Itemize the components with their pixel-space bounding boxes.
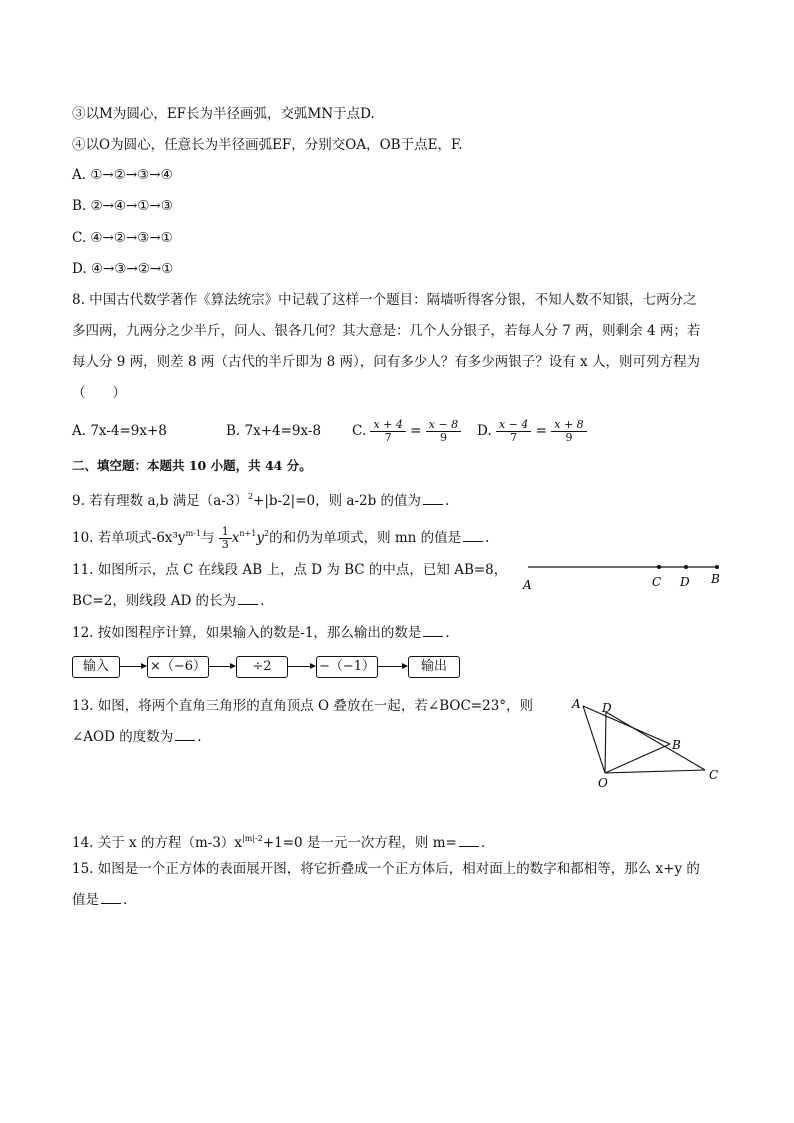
frac-den: 9: [565, 431, 573, 444]
flow-output-box: 输出: [408, 656, 460, 678]
q8-line2: 多四两，九两分之少半斤，问人、银各几何？其大意是：几个人分银子，若每人分 7 两，则剩余 4 两；若: [72, 323, 701, 339]
q8-line3: 每人分 9 两，则差 8 两（古代的半斤即为 8 两），问有多少人？有多少两银子？设有 x 人，则可列方程为: [72, 354, 700, 370]
q9-text-rest: +|b-2|=0，则 a-2b 的值为: [253, 493, 422, 509]
q8-option-c-frac2: [426, 419, 461, 444]
triangles-diagram: [560, 690, 730, 795]
q10-var-x: x: [231, 530, 240, 546]
section-2-heading: 二、填空题：本题共 10 小题，共 44 分。: [72, 458, 312, 473]
frac-num: x + 8: [551, 419, 586, 432]
q10-exponent-3: 2: [263, 529, 270, 538]
q8-option-d: [477, 414, 587, 448]
q8-option-b: B. 7x+4=9x-8: [226, 423, 322, 439]
point-b: [715, 565, 719, 569]
q8-line1: 8. 中国古代数学著作《算法统宗》中记载了这样一个题目：隔墙听得客分银，不知人数不知银，七两分之: [72, 292, 697, 308]
flow-divide-box: ÷2: [236, 656, 288, 678]
q14-text: 14. 关于 x 的方程（m-3）x: [72, 835, 243, 851]
segment-od: [605, 712, 606, 773]
q13-line2: [72, 728, 202, 746]
period: .: [485, 530, 490, 546]
flow-input-box: 输入: [72, 656, 120, 678]
q10-exponent: m-1: [185, 529, 201, 538]
q8-paren: （ ）: [72, 385, 126, 401]
label-o: O: [598, 776, 608, 790]
q8-option-a: A. 7x-4=9x+8: [72, 423, 167, 439]
label-a: A: [523, 578, 532, 592]
answer-blank: [238, 592, 258, 605]
q7-step4: ④以O为圆心，任意长为半径画弧EF，分别交OA，OB于点E，F.: [72, 137, 463, 153]
label-b: B: [672, 738, 681, 752]
label-c: C: [652, 575, 662, 589]
q7-option-b: B. ②→④→①→③: [72, 198, 173, 214]
q7-step3: ③以M为圆心，EF长为半径画弧，交弧MN于点D.: [72, 106, 375, 122]
flow-arrow: [377, 666, 407, 667]
q9-text: 9. 若有理数 a,b 满足（a-3）: [72, 493, 248, 509]
segment-oa: [583, 706, 605, 773]
q15-line1: 15. 如图是一个正方体的表面展开图，将它折叠成一个正方体后，相对面上的数字和都相等，那么 x+y 的: [72, 861, 700, 877]
frac-num: x − 8: [426, 419, 461, 432]
q15-text: 值是: [72, 892, 99, 908]
answer-blank: [459, 834, 479, 847]
equals: =: [410, 423, 422, 439]
q13-line1: 13. 如图，将两个直角三角形的直角顶点 O 叠放在一起，若∠BOC=23°，则: [72, 698, 534, 714]
q10-text-rest: 的和仍为单项式，则 mn 的值是: [269, 530, 462, 546]
q12: [72, 624, 450, 642]
q10-fraction: [219, 526, 232, 551]
answer-blank: [423, 624, 443, 637]
period: .: [197, 729, 202, 745]
period: .: [260, 593, 265, 609]
q11-line2: [72, 592, 264, 610]
segment-diagram: [515, 555, 730, 595]
flow-arrow: [208, 666, 235, 667]
point-d: [684, 565, 688, 569]
answer-blank: [423, 492, 443, 505]
frac-den: 7: [384, 431, 392, 444]
label-d: D: [680, 575, 690, 589]
q11-line1: 11. 如图所示，点 C 在线段 AB 上，点 D 为 BC 的中点，已知 AB=8，: [72, 562, 508, 578]
q7-option-d: D. ④→③→②→①: [72, 261, 174, 277]
period: .: [123, 892, 128, 908]
q8-option-c-label: C.: [352, 423, 367, 439]
equals: =: [535, 423, 547, 439]
segment-ob: [605, 744, 670, 773]
frac-num: x − 4: [496, 419, 531, 432]
label-c: C: [709, 768, 719, 782]
q14-exponent: |m|-2: [242, 834, 263, 843]
q10-exponent-2: n+1: [239, 529, 257, 538]
q7-option-a: A. ①→②→③→④: [72, 167, 173, 183]
q12-text: 12. 按如图程序计算，如果输入的数是-1，那么输出的数是: [72, 625, 422, 641]
q13-text: ∠AOD 的度数为: [72, 729, 174, 745]
frac-den: 9: [439, 431, 447, 444]
flow-arrow: [287, 666, 315, 667]
label-b: B: [711, 572, 720, 586]
period: .: [480, 835, 486, 851]
segment-oc: [605, 770, 705, 773]
q8-option-c: [352, 414, 461, 448]
segment-ab: [583, 706, 670, 744]
label-a: A: [572, 697, 581, 711]
q11-text: BC=2，则线段 AD 的长为: [72, 593, 237, 609]
frac-den: 3: [221, 538, 229, 551]
frac-num: 1: [219, 526, 232, 539]
answer-blank: [101, 891, 121, 904]
q14: [72, 830, 485, 852]
flow-subtract-box: −（−1）: [316, 656, 378, 678]
q8-option-d-label: D.: [477, 423, 492, 439]
frac-num: x + 4: [370, 419, 405, 432]
q10-var-y: y: [256, 530, 264, 546]
q9-exponent: 2: [247, 492, 254, 501]
answer-blank: [463, 529, 483, 542]
q10-conj: 与: [200, 530, 215, 546]
answer-blank: [175, 728, 195, 741]
period: .: [445, 625, 450, 641]
q14-text-rest: +1=0 是一元一次方程，则 m=: [262, 835, 457, 851]
q10-text: 10. 若单项式-6x³y: [72, 530, 186, 546]
q8-option-d-frac2: [551, 419, 586, 444]
frac-den: 7: [510, 431, 518, 444]
flow-multiply-box: ×（−6）: [147, 656, 209, 678]
period: .: [445, 493, 450, 509]
point-c: [657, 565, 661, 569]
q7-option-c: C. ④→②→③→①: [72, 230, 173, 246]
flow-arrow: [119, 666, 146, 667]
q9: [72, 488, 449, 510]
label-d: D: [602, 701, 612, 715]
q10: [72, 520, 489, 552]
q8-option-c-frac1: [370, 419, 405, 444]
segment-dc: [606, 712, 705, 770]
q15-line2: [72, 891, 127, 909]
q8-option-d-frac1: [496, 419, 531, 444]
